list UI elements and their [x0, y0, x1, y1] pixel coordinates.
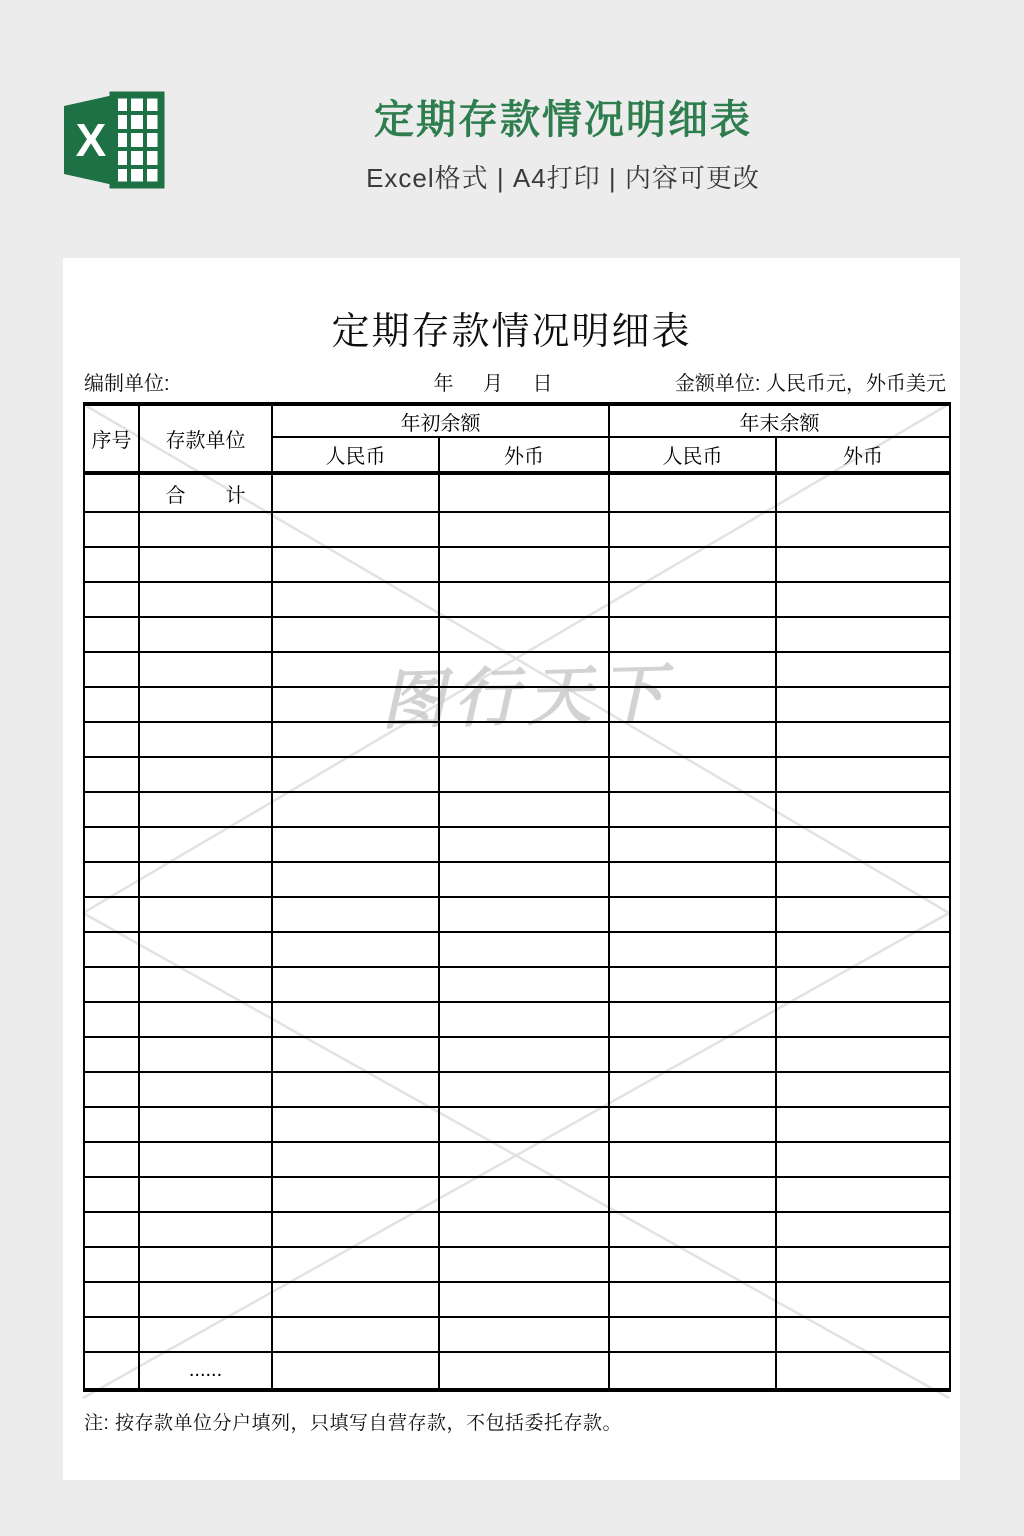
table-cell[interactable] [776, 827, 950, 862]
table-cell[interactable] [609, 967, 776, 1002]
table-cell[interactable] [272, 547, 439, 582]
table-cell[interactable] [272, 967, 439, 1002]
table-cell[interactable] [776, 792, 950, 827]
table-cell[interactable] [776, 1212, 950, 1247]
table-body [84, 473, 950, 1390]
table-cell[interactable] [84, 757, 139, 792]
table-cell[interactable] [139, 792, 272, 827]
table-cell[interactable] [776, 1142, 950, 1177]
table-cell[interactable] [272, 827, 439, 862]
table-cell[interactable] [139, 687, 272, 722]
table-cell[interactable] [776, 652, 950, 687]
table-cell[interactable] [776, 932, 950, 967]
table-row [84, 1282, 950, 1317]
table-cell[interactable] [84, 1037, 139, 1072]
table-cell[interactable] [609, 722, 776, 757]
table-cell[interactable] [439, 1177, 609, 1212]
table-cell[interactable] [776, 687, 950, 722]
table-cell[interactable] [776, 862, 950, 897]
table-cell[interactable] [439, 1107, 609, 1142]
table-cell[interactable] [84, 827, 139, 862]
table-cell[interactable] [439, 827, 609, 862]
table-cell[interactable] [439, 1282, 609, 1317]
table-cell[interactable] [609, 757, 776, 792]
table-cell[interactable] [84, 1107, 139, 1142]
table-cell[interactable] [439, 967, 609, 1002]
table-cell[interactable] [439, 1142, 609, 1177]
meta-row [63, 367, 960, 395]
table-cell[interactable] [609, 1142, 776, 1177]
table-row [84, 582, 950, 617]
table-cell[interactable] [776, 582, 950, 617]
table-cell[interactable] [776, 1282, 950, 1317]
table-cell[interactable] [272, 1107, 439, 1142]
col-header-begin-balance: 年初余额 [272, 404, 609, 437]
banner-text [0, 0, 1024, 195]
table-cell[interactable] [139, 827, 272, 862]
table-cell[interactable] [776, 617, 950, 652]
table-cell[interactable] [439, 473, 609, 512]
table-cell[interactable] [609, 617, 776, 652]
col-header-depositor: 存款单位 [139, 404, 272, 473]
table-cell[interactable] [139, 1072, 272, 1107]
table-cell[interactable] [439, 792, 609, 827]
table-header [84, 404, 950, 473]
table-cell[interactable] [776, 722, 950, 757]
table-cell[interactable] [776, 1002, 950, 1037]
table-row [84, 547, 950, 582]
table-cell[interactable] [272, 1177, 439, 1212]
table-cell[interactable] [84, 1177, 139, 1212]
table-cell[interactable] [272, 473, 439, 512]
table-row [84, 1002, 950, 1037]
table-cell[interactable] [776, 1247, 950, 1282]
table-cell[interactable] [272, 1212, 439, 1247]
table-cell[interactable] [776, 897, 950, 932]
table-cell[interactable] [84, 1282, 139, 1317]
table-cell[interactable] [139, 582, 272, 617]
banner [0, 0, 1024, 258]
table-cell[interactable] [139, 967, 272, 1002]
table-cell[interactable] [609, 1212, 776, 1247]
table-cell[interactable] [776, 473, 950, 512]
table-cell[interactable] [139, 617, 272, 652]
table-cell[interactable] [272, 1002, 439, 1037]
table-row [84, 967, 950, 1002]
table-row [84, 652, 950, 687]
table-cell[interactable] [139, 1247, 272, 1282]
table-cell[interactable] [609, 1037, 776, 1072]
table-cell[interactable] [84, 473, 139, 512]
table-cell[interactable] [84, 1212, 139, 1247]
table-cell[interactable] [609, 1282, 776, 1317]
table-cell[interactable] [439, 687, 609, 722]
table-row [84, 1247, 950, 1282]
table-cell[interactable] [139, 897, 272, 932]
table-cell[interactable] [439, 512, 609, 547]
table-cell[interactable] [776, 1352, 950, 1390]
table-row [84, 617, 950, 652]
watermark-text: 图行天下 [380, 657, 675, 737]
prepared-by-label: 编制单位: [84, 373, 170, 395]
table-cell[interactable] [84, 1142, 139, 1177]
table-cell[interactable] [776, 1037, 950, 1072]
col-header-rmb-begin: 人民币 [272, 437, 439, 473]
table-cell[interactable] [139, 1037, 272, 1072]
table-cell[interactable] [609, 512, 776, 547]
table-cell[interactable] [84, 512, 139, 547]
table-cell[interactable] [439, 1072, 609, 1107]
table-cell[interactable] [272, 757, 439, 792]
table-cell[interactable] [272, 722, 439, 757]
table-row [84, 1107, 950, 1142]
table-row [84, 473, 950, 512]
table-cell[interactable] [609, 827, 776, 862]
table-cell[interactable] [139, 722, 272, 757]
banner-subtitle: Excel格式 | A4打印 | 内容可更改 [366, 163, 760, 193]
table-cell[interactable] [609, 687, 776, 722]
table-row [84, 1317, 950, 1352]
table-cell[interactable] [272, 932, 439, 967]
table-row [84, 1072, 950, 1107]
table-cell[interactable] [272, 687, 439, 722]
table-cell[interactable] [776, 1107, 950, 1142]
col-header-fx-end: 外币 [776, 437, 950, 473]
table-cell[interactable] [272, 582, 439, 617]
table-cell[interactable] [439, 722, 609, 757]
table-cell[interactable] [272, 1037, 439, 1072]
table-cell[interactable] [609, 1247, 776, 1282]
table-cell[interactable] [439, 757, 609, 792]
table-cell[interactable] [84, 967, 139, 1002]
table-cell[interactable] [139, 932, 272, 967]
col-header-end-balance: 年末余额 [609, 404, 950, 437]
table-row [84, 1177, 950, 1212]
table-row [84, 792, 950, 827]
date-label: 年 月 日 [433, 373, 553, 395]
table-cell[interactable] [272, 1247, 439, 1282]
table-cell[interactable] [609, 1352, 776, 1390]
table-cell[interactable]: 合 计 [139, 473, 272, 512]
table-cell[interactable] [139, 1142, 272, 1177]
table-cell[interactable] [139, 862, 272, 897]
svg-text:X: X [75, 114, 107, 166]
table-cell[interactable] [139, 652, 272, 687]
table-cell[interactable] [139, 1107, 272, 1142]
table-cell[interactable] [139, 1282, 272, 1317]
table-cell[interactable] [609, 582, 776, 617]
table-cell[interactable] [272, 617, 439, 652]
table-cell[interactable] [139, 512, 272, 547]
table-cell[interactable] [439, 1212, 609, 1247]
table-cell[interactable] [439, 652, 609, 687]
table-cell[interactable] [272, 897, 439, 932]
table-cell[interactable] [272, 862, 439, 897]
table-row [84, 757, 950, 792]
table-cell[interactable] [609, 1107, 776, 1142]
deposit-table [83, 402, 951, 1392]
table-cell[interactable] [272, 1072, 439, 1107]
document-sheet [63, 258, 960, 1480]
table-cell[interactable] [139, 1212, 272, 1247]
table-row [84, 1352, 950, 1390]
table-cell[interactable] [84, 1247, 139, 1282]
table-cell[interactable] [272, 1317, 439, 1352]
table-cell[interactable] [439, 862, 609, 897]
table-row [84, 862, 950, 897]
table-cell[interactable] [776, 967, 950, 1002]
table-cell[interactable] [439, 1247, 609, 1282]
table-row [84, 512, 950, 547]
table-row [84, 687, 950, 722]
table-cell[interactable] [609, 652, 776, 687]
table-cell[interactable] [84, 897, 139, 932]
table-cell[interactable] [84, 722, 139, 757]
table-cell[interactable] [84, 1352, 139, 1390]
table-row [84, 1212, 950, 1247]
table-row [84, 1142, 950, 1177]
table-cell[interactable] [84, 792, 139, 827]
table-cell[interactable] [776, 1317, 950, 1352]
banner-title: 定期存款情况明细表 [374, 98, 752, 142]
table-cell[interactable] [439, 1002, 609, 1037]
table-cell[interactable] [609, 473, 776, 512]
document-title: 定期存款情况明细表 [331, 311, 692, 353]
table-cell[interactable] [272, 1282, 439, 1317]
table-cell[interactable] [609, 897, 776, 932]
table-cell[interactable] [439, 1037, 609, 1072]
table-cell[interactable] [84, 862, 139, 897]
table-row [84, 932, 950, 967]
table-cell[interactable] [139, 1002, 272, 1037]
table-row [84, 897, 950, 932]
table-cell[interactable] [84, 932, 139, 967]
table-cell[interactable] [609, 1317, 776, 1352]
table-cell[interactable] [439, 1352, 609, 1390]
table-cell[interactable] [84, 1072, 139, 1107]
table-cell[interactable] [439, 582, 609, 617]
table-cell[interactable] [272, 652, 439, 687]
table-cell[interactable] [84, 1317, 139, 1352]
table-row [84, 827, 950, 862]
table-cell[interactable] [272, 792, 439, 827]
footnote: 注: 按存款单位分户填列，只填写自营存款，不包括委托存款。 [84, 1413, 623, 1434]
table-cell[interactable] [609, 547, 776, 582]
table-cell[interactable] [272, 1352, 439, 1390]
table-cell[interactable] [776, 757, 950, 792]
table-row [84, 722, 950, 757]
table-cell[interactable] [609, 862, 776, 897]
table-cell[interactable] [84, 687, 139, 722]
table-cell[interactable] [84, 1002, 139, 1037]
table-cell[interactable] [776, 1177, 950, 1212]
table-cell[interactable] [439, 547, 609, 582]
table-cell[interactable] [139, 1177, 272, 1212]
table-cell[interactable] [272, 512, 439, 547]
table-cell[interactable]: ...... [139, 1352, 272, 1390]
table-cell[interactable] [776, 547, 950, 582]
table-cell[interactable] [609, 1177, 776, 1212]
col-header-rmb-end: 人民币 [609, 437, 776, 473]
table-cell[interactable] [439, 897, 609, 932]
table-row [84, 1037, 950, 1072]
table-cell[interactable] [272, 1142, 439, 1177]
table-cell[interactable] [139, 757, 272, 792]
table-cell[interactable] [776, 512, 950, 547]
table-cell[interactable] [439, 617, 609, 652]
col-header-fx-begin: 外币 [439, 437, 609, 473]
table-cell[interactable] [609, 792, 776, 827]
table-cell[interactable] [84, 652, 139, 687]
table-cell[interactable] [139, 1317, 272, 1352]
table-cell[interactable] [609, 1002, 776, 1037]
table-cell[interactable] [439, 932, 609, 967]
table-cell[interactable] [776, 1072, 950, 1107]
table-cell[interactable] [84, 582, 139, 617]
table-cell[interactable] [84, 617, 139, 652]
table-cell[interactable] [609, 932, 776, 967]
table-cell[interactable] [439, 1317, 609, 1352]
table-cell[interactable] [139, 547, 272, 582]
table-cell[interactable] [609, 1072, 776, 1107]
table-cell[interactable] [84, 547, 139, 582]
col-header-seq: 序号 [84, 404, 139, 473]
amount-unit-label: 金额单位: 人民币元，外币美元 [674, 373, 946, 395]
